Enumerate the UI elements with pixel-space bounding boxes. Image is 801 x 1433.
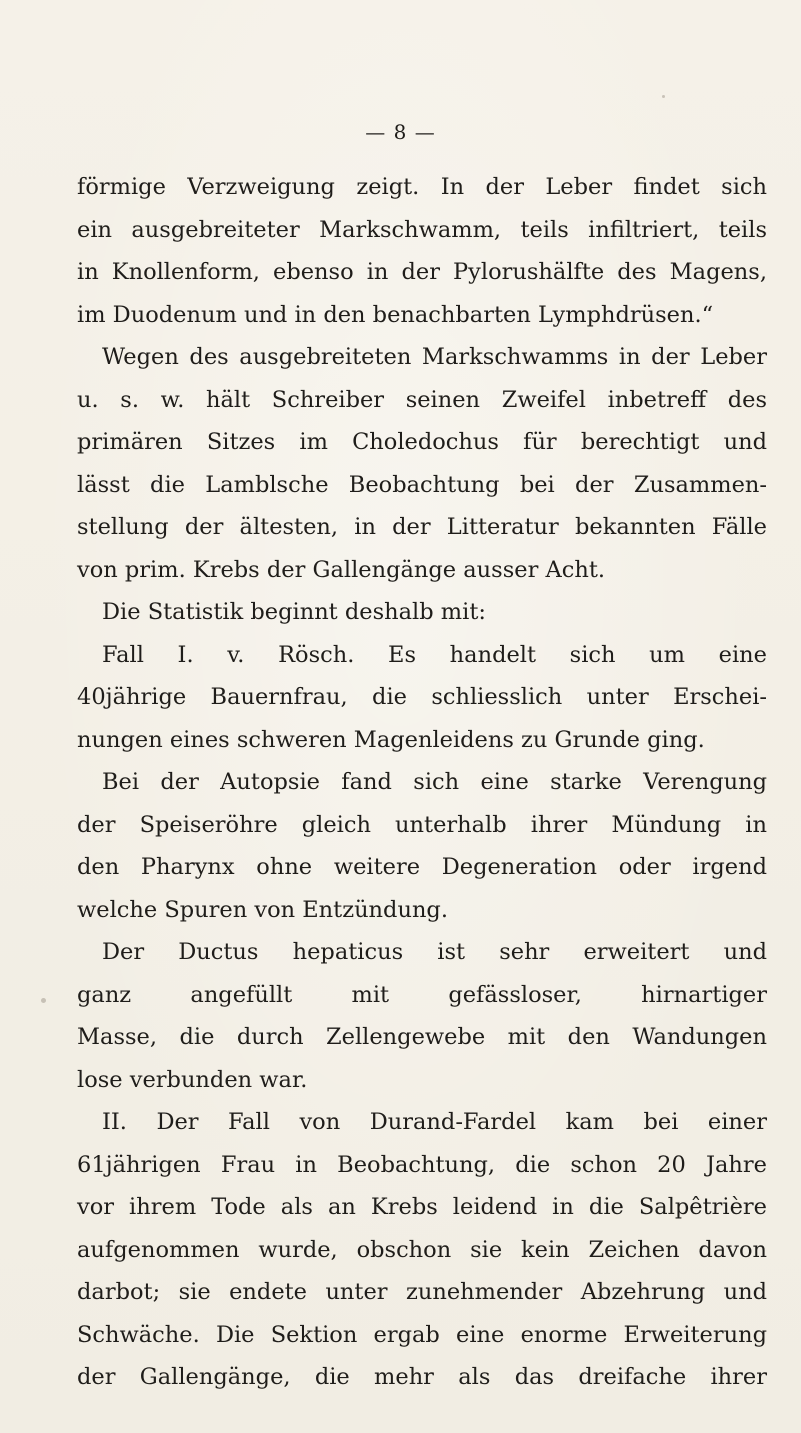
text-line: in Knollenform, ebenso in der Pylorushälfte des Magens,: [77, 259, 767, 285]
text-line: ein ausgebreiteter Markschwamm, teils infiltriert, teils: [77, 216, 767, 243]
text-line: welche Spuren von Entzündung.: [77, 896, 448, 923]
text-line: Masse, die durch Zellengewebe mit den Wandungen: [77, 1024, 767, 1050]
text-line: förmige Verzweigung zeigt. In der Leber findet sich: [77, 174, 767, 200]
text-line: stellung der ältesten, in der Litteratur bekannten Fälle: [77, 514, 767, 540]
paper-spot: [662, 95, 665, 98]
text-line: Schwäche. Die Sektion ergab eine enorme Erweiterung: [77, 1321, 767, 1348]
text-line: Wegen des ausgebreiteten Markschwamms in der Leber: [102, 344, 767, 370]
text-line: nungen eines schweren Magenleidens zu Grunde ging.: [77, 726, 705, 753]
text-line: im Duodenum und in den benachbarten Lymphdrüsen.“: [77, 301, 714, 328]
paper-spot: [41, 998, 46, 1003]
text-line: aufgenommen wurde, obschon sie kein Zeichen davon: [77, 1236, 767, 1263]
text-line: der Gallengänge, die mehr als das dreifache ihrer: [77, 1364, 767, 1390]
text-line: lose verbunden war.: [77, 1066, 308, 1093]
page-number: — 8 —: [365, 120, 436, 144]
text-line: ganz angefüllt mit gefässloser, hirnartiger: [77, 981, 767, 1008]
text-line: lässt die Lamblsche Beobachtung bei der Zusammen-: [77, 471, 767, 498]
text-line: 40jährige Bauernfrau, die schliesslich unter Erschei-: [77, 684, 767, 710]
text-line: II. Der Fall von Durand-Fardel kam bei einer: [102, 1109, 767, 1135]
text-line: primären Sitzes im Choledochus für berechtigt und: [77, 429, 767, 455]
text-line: 61jährigen Frau in Beobachtung, die schon 20 Jahre: [77, 1151, 767, 1178]
text-line: Die Statistik beginnt deshalb mit:: [102, 599, 486, 625]
text-line: von prim. Krebs der Gallengänge ausser Acht.: [77, 556, 606, 583]
body-text: [77, 166, 767, 1399]
text-line: Fall I. v. Rösch. Es handelt sich um eine: [102, 641, 767, 668]
text-line: Bei der Autopsie fand sich eine starke Verengung: [102, 769, 767, 795]
text-line: den Pharynx ohne weitere Degeneration oder irgend: [77, 854, 767, 880]
text-line: der Speiseröhre gleich unterhalb ihrer Mündung in: [77, 811, 767, 838]
text-line: vor ihrem Tode als an Krebs leidend in die Salpêtrière: [77, 1194, 767, 1220]
text-line: Der Ductus hepaticus ist sehr erweitert und: [102, 939, 767, 965]
text-line: darbot; sie endete unter zunehmender Abzehrung und: [77, 1279, 767, 1305]
text-line: u. s. w. hält Schreiber seinen Zweifel inbetreff des: [77, 386, 767, 413]
